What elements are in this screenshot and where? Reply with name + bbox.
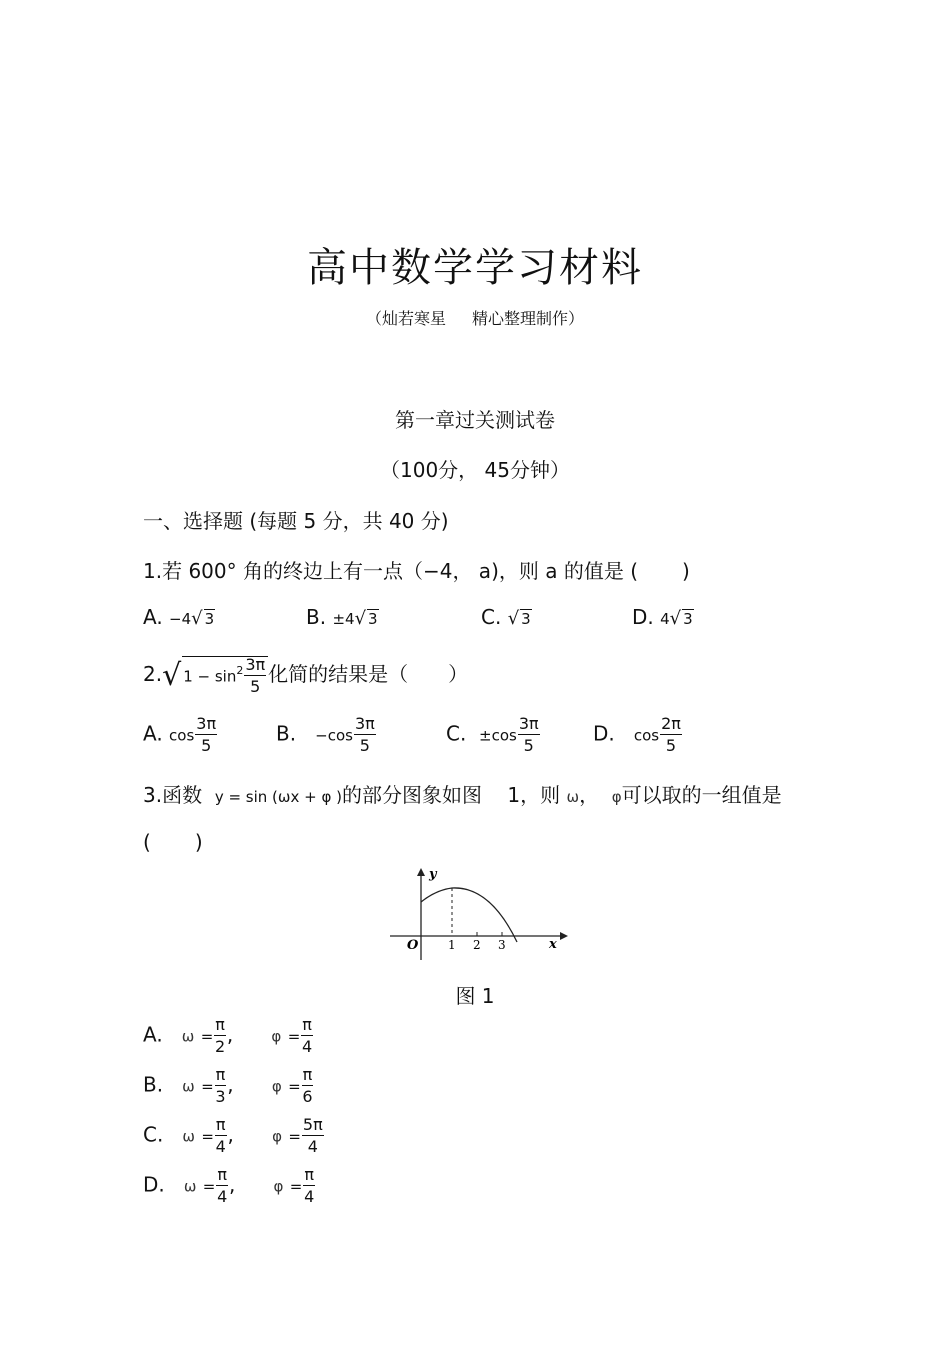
- q1-option-a: A. −4√ 3: [143, 605, 215, 629]
- tick-label-2: 2: [473, 938, 481, 952]
- q2-radicand: $1 - \sin^2$ $\frac{3\pi}{5}$: [182, 656, 268, 695]
- q3-graph-figure: [380, 860, 570, 965]
- q1-option-b: B. ±4√ 3: [306, 605, 378, 629]
- subtitle-left: （灿若寒星: [365, 309, 446, 328]
- x-axis-arrow: [560, 932, 568, 940]
- q3-answer-paren: ( ): [143, 830, 203, 854]
- sqrt-symbol: √: [669, 608, 682, 629]
- sqrt-symbol: √: [191, 608, 203, 629]
- document-title: 高中数学学习材料: [307, 245, 643, 291]
- sqrt-symbol: √: [162, 658, 182, 693]
- subtitle-right: 精心整理制作）: [472, 309, 585, 328]
- q3-option-d: D. ω = $\frac{\pi}{4}$ , φ = $\frac{\pi}{4}$: [143, 1165, 315, 1206]
- x-axis-label: x: [549, 937, 557, 952]
- q3-stem: 3.函数 y = sin (ωx + φ )的部分图象如图 1，则 ω， φ可以取的一组值是: [143, 783, 782, 807]
- q3-option-c: C. ω = $\frac{\pi}{4}$ , φ = $\frac{5\pi}{4}$: [143, 1115, 323, 1156]
- q3-option-b: B. ω = $\frac{\pi}{3}$ , φ = $\frac{\pi}{6}$: [143, 1065, 313, 1106]
- q2-option-c: C. ±cos $\frac{3\pi}{5}$: [446, 714, 539, 755]
- sqrt-symbol: √: [507, 608, 520, 629]
- figure-caption: 图 1: [455, 984, 495, 1008]
- section-heading: 一、选择题 (每题 5 分，共 40 分): [143, 509, 449, 533]
- q2-option-d: D. cos $\frac{2\pi}{5}$: [593, 714, 681, 755]
- y-axis-label: y: [429, 867, 437, 882]
- sine-curve: [421, 888, 517, 942]
- tick-label-1: 1: [448, 938, 456, 952]
- q1-stem: 1.若 600° 角的终边上有一点（−4， a)，则 a 的值是 ( ): [143, 559, 690, 583]
- score-info: （100分， 45分钟）: [380, 458, 570, 482]
- q2-option-b: B. −cos $\frac{3\pi}{5}$: [276, 714, 375, 755]
- q1-option-c: C. √ 3: [481, 605, 531, 629]
- origin-label: O: [407, 938, 419, 953]
- document-subtitle: [0, 306, 950, 329]
- q2-option-a: A. cos $\frac{3\pi}{5}$: [143, 714, 217, 755]
- chapter-title: 第一章过关测试卷: [395, 408, 555, 432]
- y-axis-arrow: [417, 868, 425, 876]
- q2-stem: 2.√ $1 - \sin^2$ $\frac{3\pi}{5}$ 化简的结果是（ ）: [143, 655, 469, 696]
- sqrt-symbol: √: [354, 608, 367, 629]
- q3-option-a: A. ω = $\frac{\pi}{2}$ , φ = $\frac{\pi}{4}$: [143, 1015, 313, 1056]
- q3-formula: y = sin (ωx + φ ): [214, 788, 342, 806]
- tick-label-3: 3: [498, 938, 506, 952]
- q1-option-d: D. 4√ 3: [632, 605, 693, 629]
